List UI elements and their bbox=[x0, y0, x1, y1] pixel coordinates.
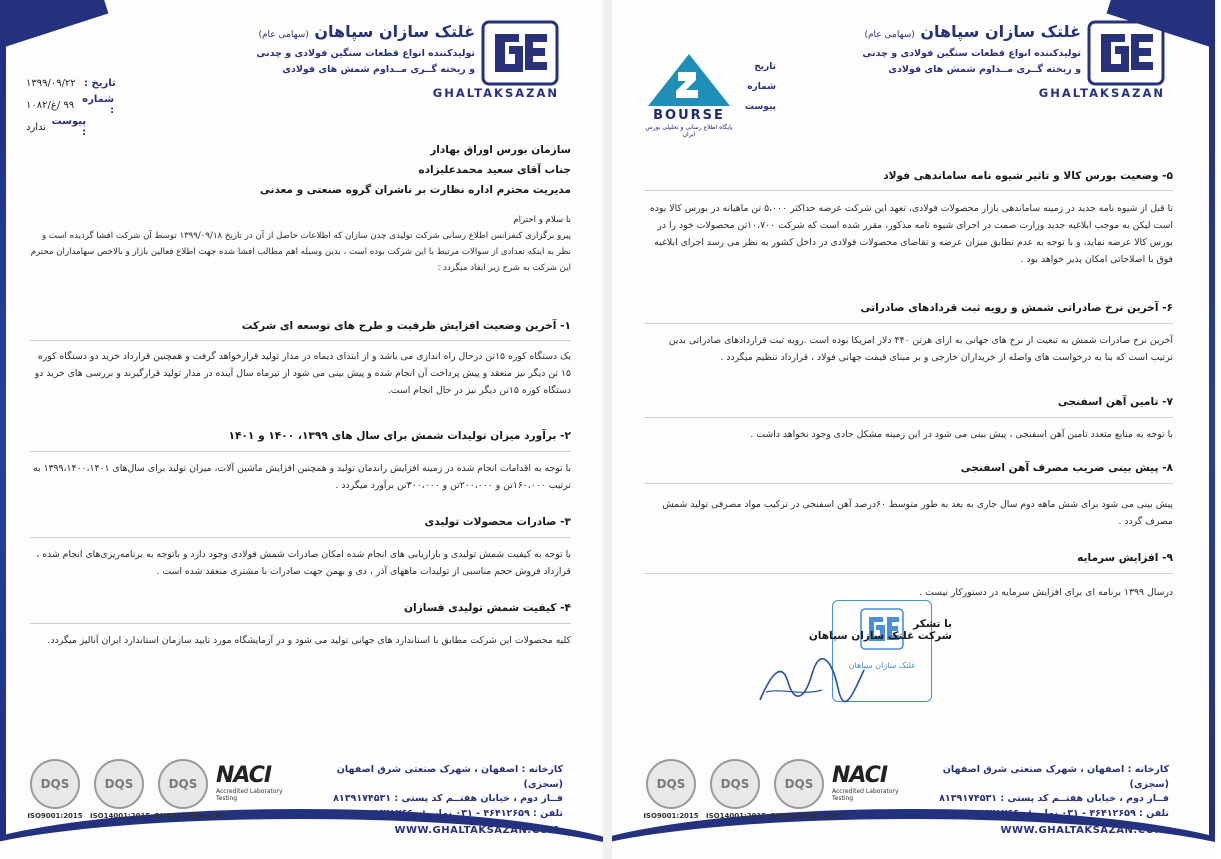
meta-attachment-label: پیوست bbox=[744, 102, 776, 112]
company-brand-name: غلتک سازان سپاهان (سهامی عام) bbox=[258, 22, 475, 41]
recipient-block bbox=[30, 140, 571, 200]
section-7-body: با توجه به منابع متعدد تامین آهن اسفنجی ، پیش بینی می شود در این زمینه مشکل حادی وجود نخواهد داشت . bbox=[750, 429, 1173, 440]
company-website: WWW.GHALTAKSAZAN.COM bbox=[1000, 825, 1165, 836]
section-title: ۶- آخرین نرخ صادراتی شمش و رویه ثبت قردادهای صادراتی bbox=[860, 302, 1173, 314]
letter-footer bbox=[612, 751, 1215, 841]
signature-icon bbox=[752, 652, 872, 712]
certification-logos bbox=[26, 759, 283, 839]
company-letterhead bbox=[825, 18, 1165, 98]
company-stamp: غلتک سازان سپاهان bbox=[832, 600, 932, 702]
company-letterhead bbox=[219, 18, 559, 98]
section-title: ۸- پیش بینی ضریب مصرف آهن اسفنجی bbox=[960, 462, 1173, 474]
divider bbox=[644, 417, 1173, 418]
left-border-stripe bbox=[0, 0, 6, 859]
company-logo-icon bbox=[1087, 18, 1165, 88]
section-9-body: درسال ۱۳۹۹ برنامه ای برای افزایش سرمایه در دستورکار نیست . bbox=[919, 587, 1173, 598]
section-1 bbox=[30, 318, 571, 335]
company-tagline-1: تولیدکننده انواع قطعات سنگین فولادی و چدنی bbox=[256, 48, 475, 59]
section-4 bbox=[30, 600, 571, 617]
section-3-body: با توجه به کیفیت شمش تولیدی و بازاریابی های انجام شده امکان صادرات شمش فولادی وجود دارد و باتوجه به برنامه‌ریزی‌های انجام شده ، قرارداد فروش حجم مناسبی از تولیدات ماههای آذر ، دی و بهمن جهت صادرات با مشتری منعقد شده است . bbox=[36, 549, 571, 577]
section-6-body: آخرین نرخ صادرات شمش به تبعیت از نرخ های جهانی به ازای هرتن ۴۴۰ دلار امریکا بوده است .رویه ثبت قراردادهای صادراتی بدین ترتیب است که بنا به درخواست های واصله از خریداران خارجی و بر مبنای قیمت جهانی فولاد ، قرارداد تنظیم میگردد . bbox=[668, 335, 1173, 363]
letter-page-2 bbox=[612, 0, 1215, 859]
letter-meta bbox=[26, 72, 136, 138]
intro-paragraph: پیرو برگزاری کنفرانس اطلاع رسانی شرکت تولیدی چدن سازان که اطلاعات حاصل از آن در تاریخ ۱۳۹۹/۰۹/۱۸ توسط آن شرکت افشا گردیده است و نظر به اینکه تعدادی از سوالات مرتبط با این شرکت بوده است ، بدین وسیله اهم مطالب افشا شده جهت اطلاع فعالین بازار و بالاخص سهامداران محترم این شرکت به شرح زیر ایفاد میگردد : bbox=[30, 231, 571, 273]
company-address: کارخانه : اصفهان ، شهرک صنعتی شرق اصفهان (سجزی) فــاز دوم ، خیابان هفتــم کد پستی : ۸۱۳۹۱۷۴۵۳۱ تلفن : ۴۶۴۱۲۶۵۹ - ۰۳۱ نمابر : ۴۶۴۱۲۶۶۰ - ۰۳۱ bbox=[939, 764, 1169, 819]
section-5 bbox=[642, 168, 1173, 185]
dqs-icon: DQS bbox=[94, 759, 144, 809]
company-tagline-2: و ریخته گــری مــداوم شمش های فولادی bbox=[888, 64, 1081, 75]
iso14001-badge: DQS ISO14001:2015 bbox=[90, 759, 148, 820]
dqs-icon: DQS bbox=[646, 759, 696, 809]
company-logo-icon bbox=[481, 18, 559, 88]
company-address: کارخانه : اصفهان ، شهرک صنعتی شرق اصفهان (سجزی) فــاز دوم ، خیابان هفتــم کد پستی : ۸۱۳۹۱۷۴۵۳۱ تلفن : ۴۶۴۱۲۶۵۹ - ۰۳۱ نمابر : ۴۶۴۱۲۶۶۰ - ۰۳۱ bbox=[333, 764, 563, 819]
meta-date-label: تاریخ bbox=[754, 62, 776, 72]
intro-block bbox=[30, 212, 571, 276]
section-8 bbox=[642, 460, 1173, 477]
section-7 bbox=[642, 394, 1173, 411]
recipient-line-3: مدیریت محترم اداره نظارت بر ناشران گروه صنعتی و معدنی bbox=[259, 184, 571, 196]
section-title: ۳- صادرات محصولات تولیدی bbox=[424, 516, 571, 528]
meta-date: تاریخ : ۱۳۹۹/۰۹/۲۲ bbox=[26, 77, 116, 89]
dqs-icon: DQS bbox=[158, 759, 208, 809]
naci-logo: NACI Accredited Laboratory Testing bbox=[216, 763, 283, 802]
letter-page-1 bbox=[0, 0, 603, 859]
section-3 bbox=[30, 514, 571, 531]
company-latin-name: GHALTAKSAZAN bbox=[432, 86, 559, 100]
company-tagline-2: و ریخته گــری مــداوم شمش های فولادی bbox=[282, 64, 475, 75]
section-2 bbox=[30, 428, 571, 445]
dqs-icon: DQS bbox=[710, 759, 760, 809]
company-brand-name: غلتک سازان سپاهان (سهامی عام) bbox=[864, 22, 1081, 41]
divider bbox=[644, 323, 1173, 324]
corner-decoration bbox=[0, 0, 108, 63]
iso9001-badge: DQS ISO9001:2015 bbox=[26, 759, 84, 820]
ohsas-badge: DQS OHSAS18001:2007 bbox=[154, 759, 212, 820]
meta-number-label: شماره bbox=[747, 82, 776, 92]
section-9 bbox=[642, 550, 1173, 567]
company-latin-name: GHALTAKSAZAN bbox=[1038, 86, 1165, 100]
divider bbox=[644, 190, 1173, 191]
ohsas-badge: DQS OHSAS18001:2007 bbox=[770, 759, 828, 820]
bourse-mark-icon bbox=[644, 50, 734, 108]
section-8-body: پیش بینی می شود برای شش ماهه دوم سال جاری به بعد به طور متوسط ۶۰درصد آهن اسفنجی در ترکیب مواد مصرفی تولید شمش مصرف گردد . bbox=[662, 499, 1173, 527]
section-title: ۵- وضعیت بورس کالا و تاثیر شیوه نامه ساماندهی فولاد bbox=[883, 170, 1173, 182]
page-gutter bbox=[603, 0, 612, 859]
section-title: ۱- آخرین وضعیت افزایش ظرفیت و طرح های توسعه ای شرکت bbox=[241, 320, 571, 332]
divider bbox=[30, 451, 571, 452]
bourse-logo: BOURSE پایگاه اطلاع رسانی و تحلیلی بورس ایران bbox=[644, 50, 734, 130]
divider bbox=[644, 573, 1173, 574]
iso9001-badge: DQS ISO9001:2015 bbox=[642, 759, 700, 820]
section-title: ۷- تامین آهن اسفنجی bbox=[1057, 396, 1173, 408]
closing-thanks: با تشکر شرکت غلتک سازان سپاهان bbox=[808, 618, 952, 642]
section-1-body: یک دستگاه کوره ۱۵تن درحال راه اندازی می باشد و از ابتدای دیماه در مدار تولید قرارخواهد گرفت و همچنین قرارداد خرید دو دستگاه کوره ۱۵ تن دیگر نیز منعقد و پیش پرداخت آن انجام شده و پیش بینی می شود از تیرماه سال آینده در مدار تولید قرارگیرند و بررسی های خرید دو دستگاه کوره ۱۵تن دیگر نیز در حال انجام است. bbox=[34, 351, 571, 396]
certification-logos bbox=[642, 759, 899, 839]
section-title: ۲- برآورد میزان تولیدات شمش برای سال های ۱۳۹۹، ۱۴۰۰ و ۱۴۰۱ bbox=[228, 430, 571, 442]
section-6 bbox=[642, 300, 1173, 317]
recipient-line-2: جناب آقای سعید محمدعلیزاده bbox=[418, 164, 571, 176]
signature-block bbox=[752, 600, 952, 730]
recipient-line-1: سازمان بورس اوراق بهادار bbox=[430, 144, 571, 156]
company-website: WWW.GHALTAKSAZAN.COM bbox=[394, 825, 559, 836]
dqs-icon: DQS bbox=[774, 759, 824, 809]
section-title: ۹- افزایش سرمایه bbox=[1077, 552, 1173, 564]
naci-logo: NACI Accredited Laboratory Testing bbox=[832, 763, 899, 802]
iso14001-badge: DQS ISO14001:2015 bbox=[706, 759, 764, 820]
divider bbox=[30, 623, 571, 624]
greeting: با سلام و احترام bbox=[513, 215, 571, 225]
divider bbox=[30, 340, 571, 341]
company-tagline-1: تولیدکننده انواع قطعات سنگین فولادی و چدنی bbox=[862, 48, 1081, 59]
section-5-body: تا قبل از شیوه نامه جدید در زمینه ساماندهی بازار محصولات فولادی، تعهد این شرکت عرضه حداکثر ۵،۰۰۰ تن ماهیانه در بورس کالا بوده است لیکن به موجب ابلاغیه جدید وزارت صمت در اجرای شیوه نامه مذکور، مقرر شده است که شرکت ۱۰،۷۰۰تن محصولات خود را در بورس کالا عرضه نماید، و با توجه به عدم تطابق میزان عرضه و تقاضای محصولات فولادی در داخل کشور به نظر می رسد اجرای ابلاغیه فوق با اصلاحاتی امکان پذیر خواهد بود . bbox=[649, 203, 1173, 265]
section-4-body: کلیه محصولات این شرکت مطابق با استاندارد های جهانی تولید می شود و در آزمایشگاه مورد تایید سازمان استاندارد ایران آنالیز میگردد. bbox=[47, 635, 571, 646]
meta-attachment: پیوست : ندارد bbox=[26, 116, 87, 138]
dqs-icon: DQS bbox=[30, 759, 80, 809]
divider bbox=[644, 483, 1173, 484]
divider bbox=[30, 537, 571, 538]
section-2-body: با توجه به اقدامات انجام شده در زمینه افزایش راندمان تولید و همچنین افزایش ماشین آلات، میزان تولید برای سال‌های ۱۳۹۹،۱۴۰۰،۱۴۰۱ به ترتیب ۱۶۰،۰۰۰تن و ۲۰۰،۰۰۰تن و ۳۰۰،۰۰۰تن برآورد میگردد . bbox=[33, 463, 571, 491]
letter-meta bbox=[736, 62, 776, 122]
right-border-stripe bbox=[1209, 0, 1215, 859]
section-title: ۴- کیفیت شمش تولیدی فسازان bbox=[404, 602, 571, 614]
meta-number: شماره : ۹۹ /غ/۱۰۸۲ bbox=[26, 94, 115, 116]
letter-footer bbox=[0, 751, 603, 841]
